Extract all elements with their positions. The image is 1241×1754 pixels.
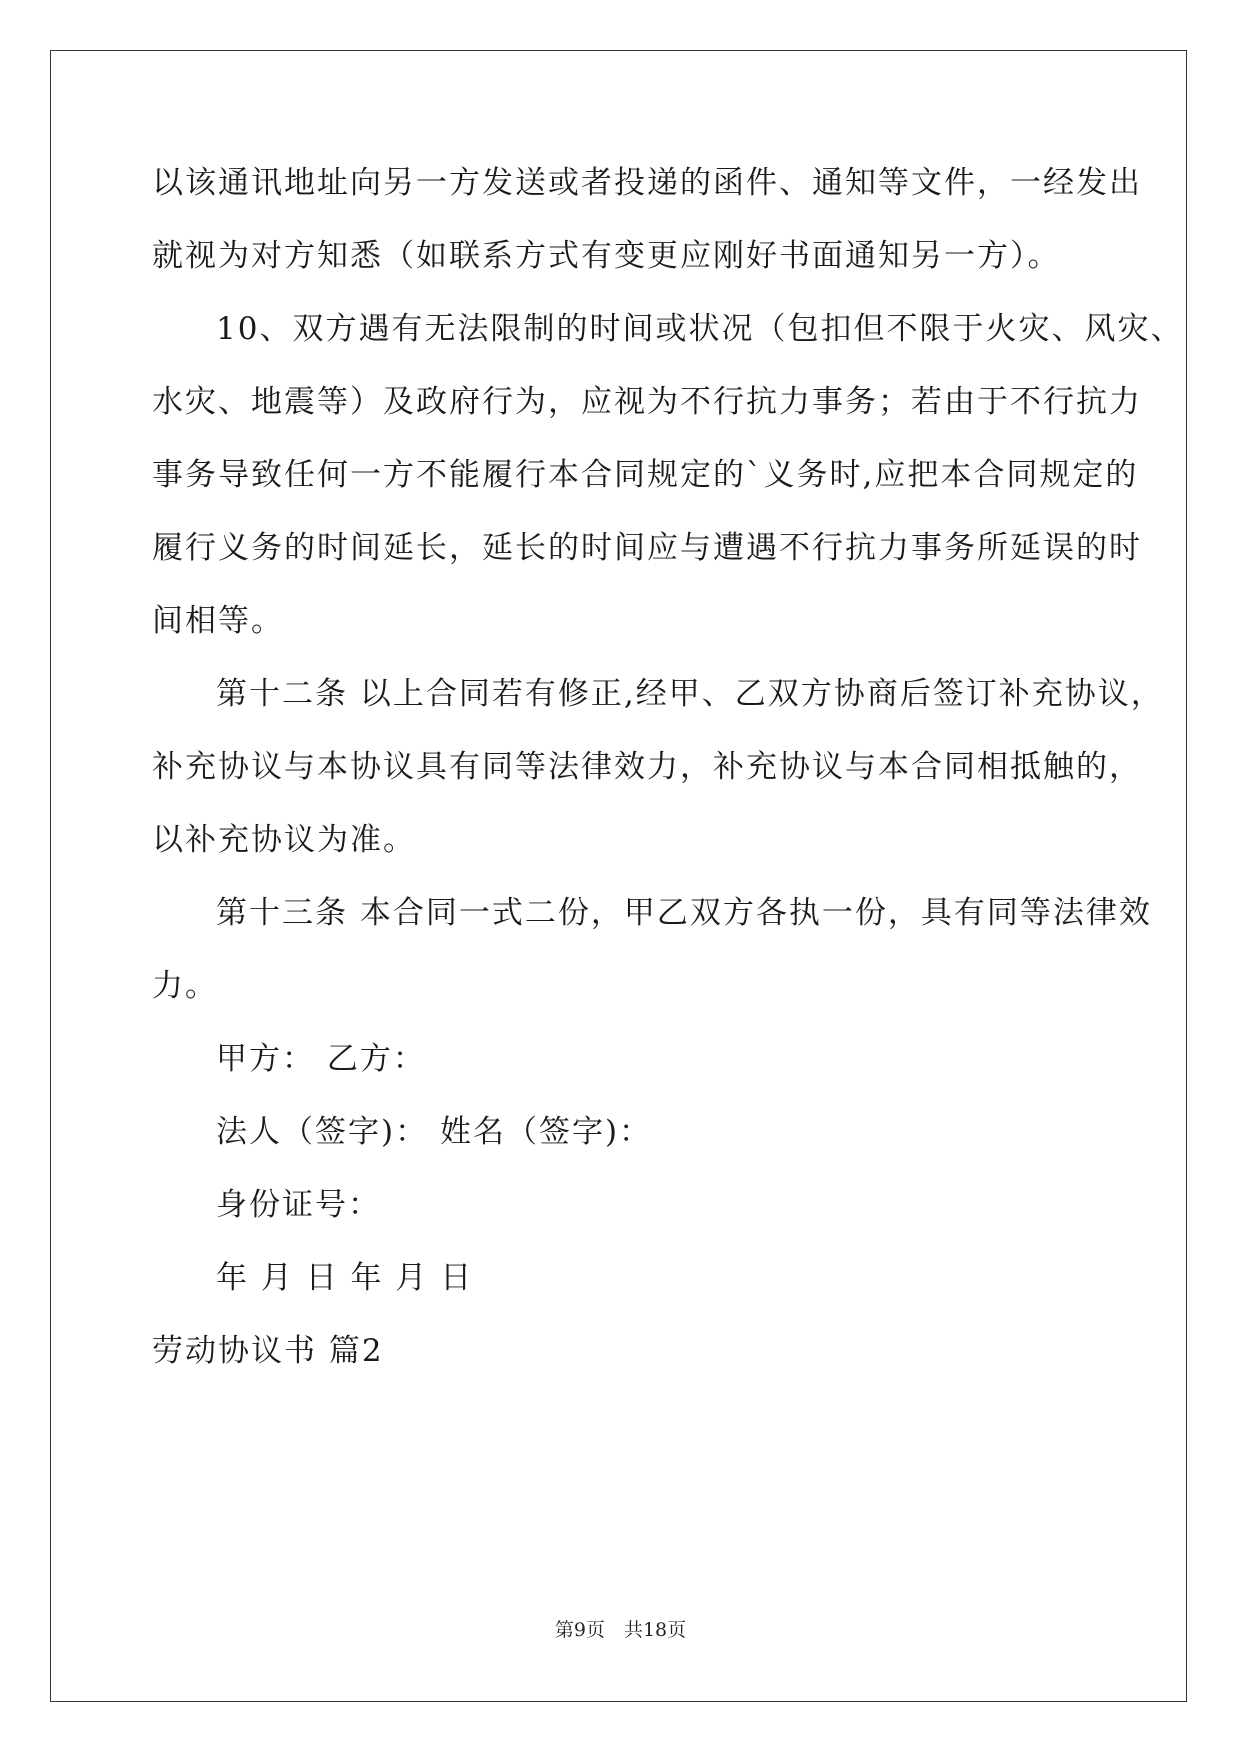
text-line: 间相等。 xyxy=(152,603,284,639)
signature-parties: 甲方： 乙方： xyxy=(216,1041,426,1077)
text-line: 补充协议与本协议具有同等法律效力，补充协议与本合同相抵触的， xyxy=(152,749,1142,785)
signature-names: 法人（签字)： 姓名（签字)： xyxy=(216,1114,653,1150)
text-line: 就视为对方知悉（如联系方式有变更应刚好书面通知另一方）。 xyxy=(152,238,1061,274)
text-line: 履行义务的时间延长，延长的时间应与遭遇不行抗力事务所延误的时 xyxy=(152,530,1142,566)
text-line: 10、双方遇有无法限制的时间或状况（包扣但不限于火灾、风灾、 xyxy=(216,311,1184,347)
text-line: 事务导致任何一方不能履行本合同规定的`义务时,应把本合同规定的 xyxy=(152,457,1139,493)
page-border xyxy=(50,50,1187,1702)
text-line: 水灾、地震等）及政府行为，应视为不行抗力事务；若由于不行抗力 xyxy=(152,384,1142,420)
text-line: 第十三条 本合同一式二份，甲乙双方各执一份，具有同等法律效 xyxy=(216,895,1152,931)
text-line: 第十二条 以上合同若有修正,经甲、乙双方协商后签订补充协议， xyxy=(216,676,1164,712)
id-number-label: 身份证号： xyxy=(216,1187,381,1223)
text-line: 以该通讯地址向另一方发送或者投递的函件、通知等文件，一经发出 xyxy=(152,165,1142,201)
section-heading: 劳动协议书 篇2 xyxy=(152,1333,384,1369)
text-line: 以补充协议为准。 xyxy=(152,822,416,858)
text-line: 力。 xyxy=(152,968,218,1004)
page-number: 第9页 共18页 xyxy=(554,1619,687,1641)
date-line: 年 月 日 年 月 日 xyxy=(216,1260,474,1296)
